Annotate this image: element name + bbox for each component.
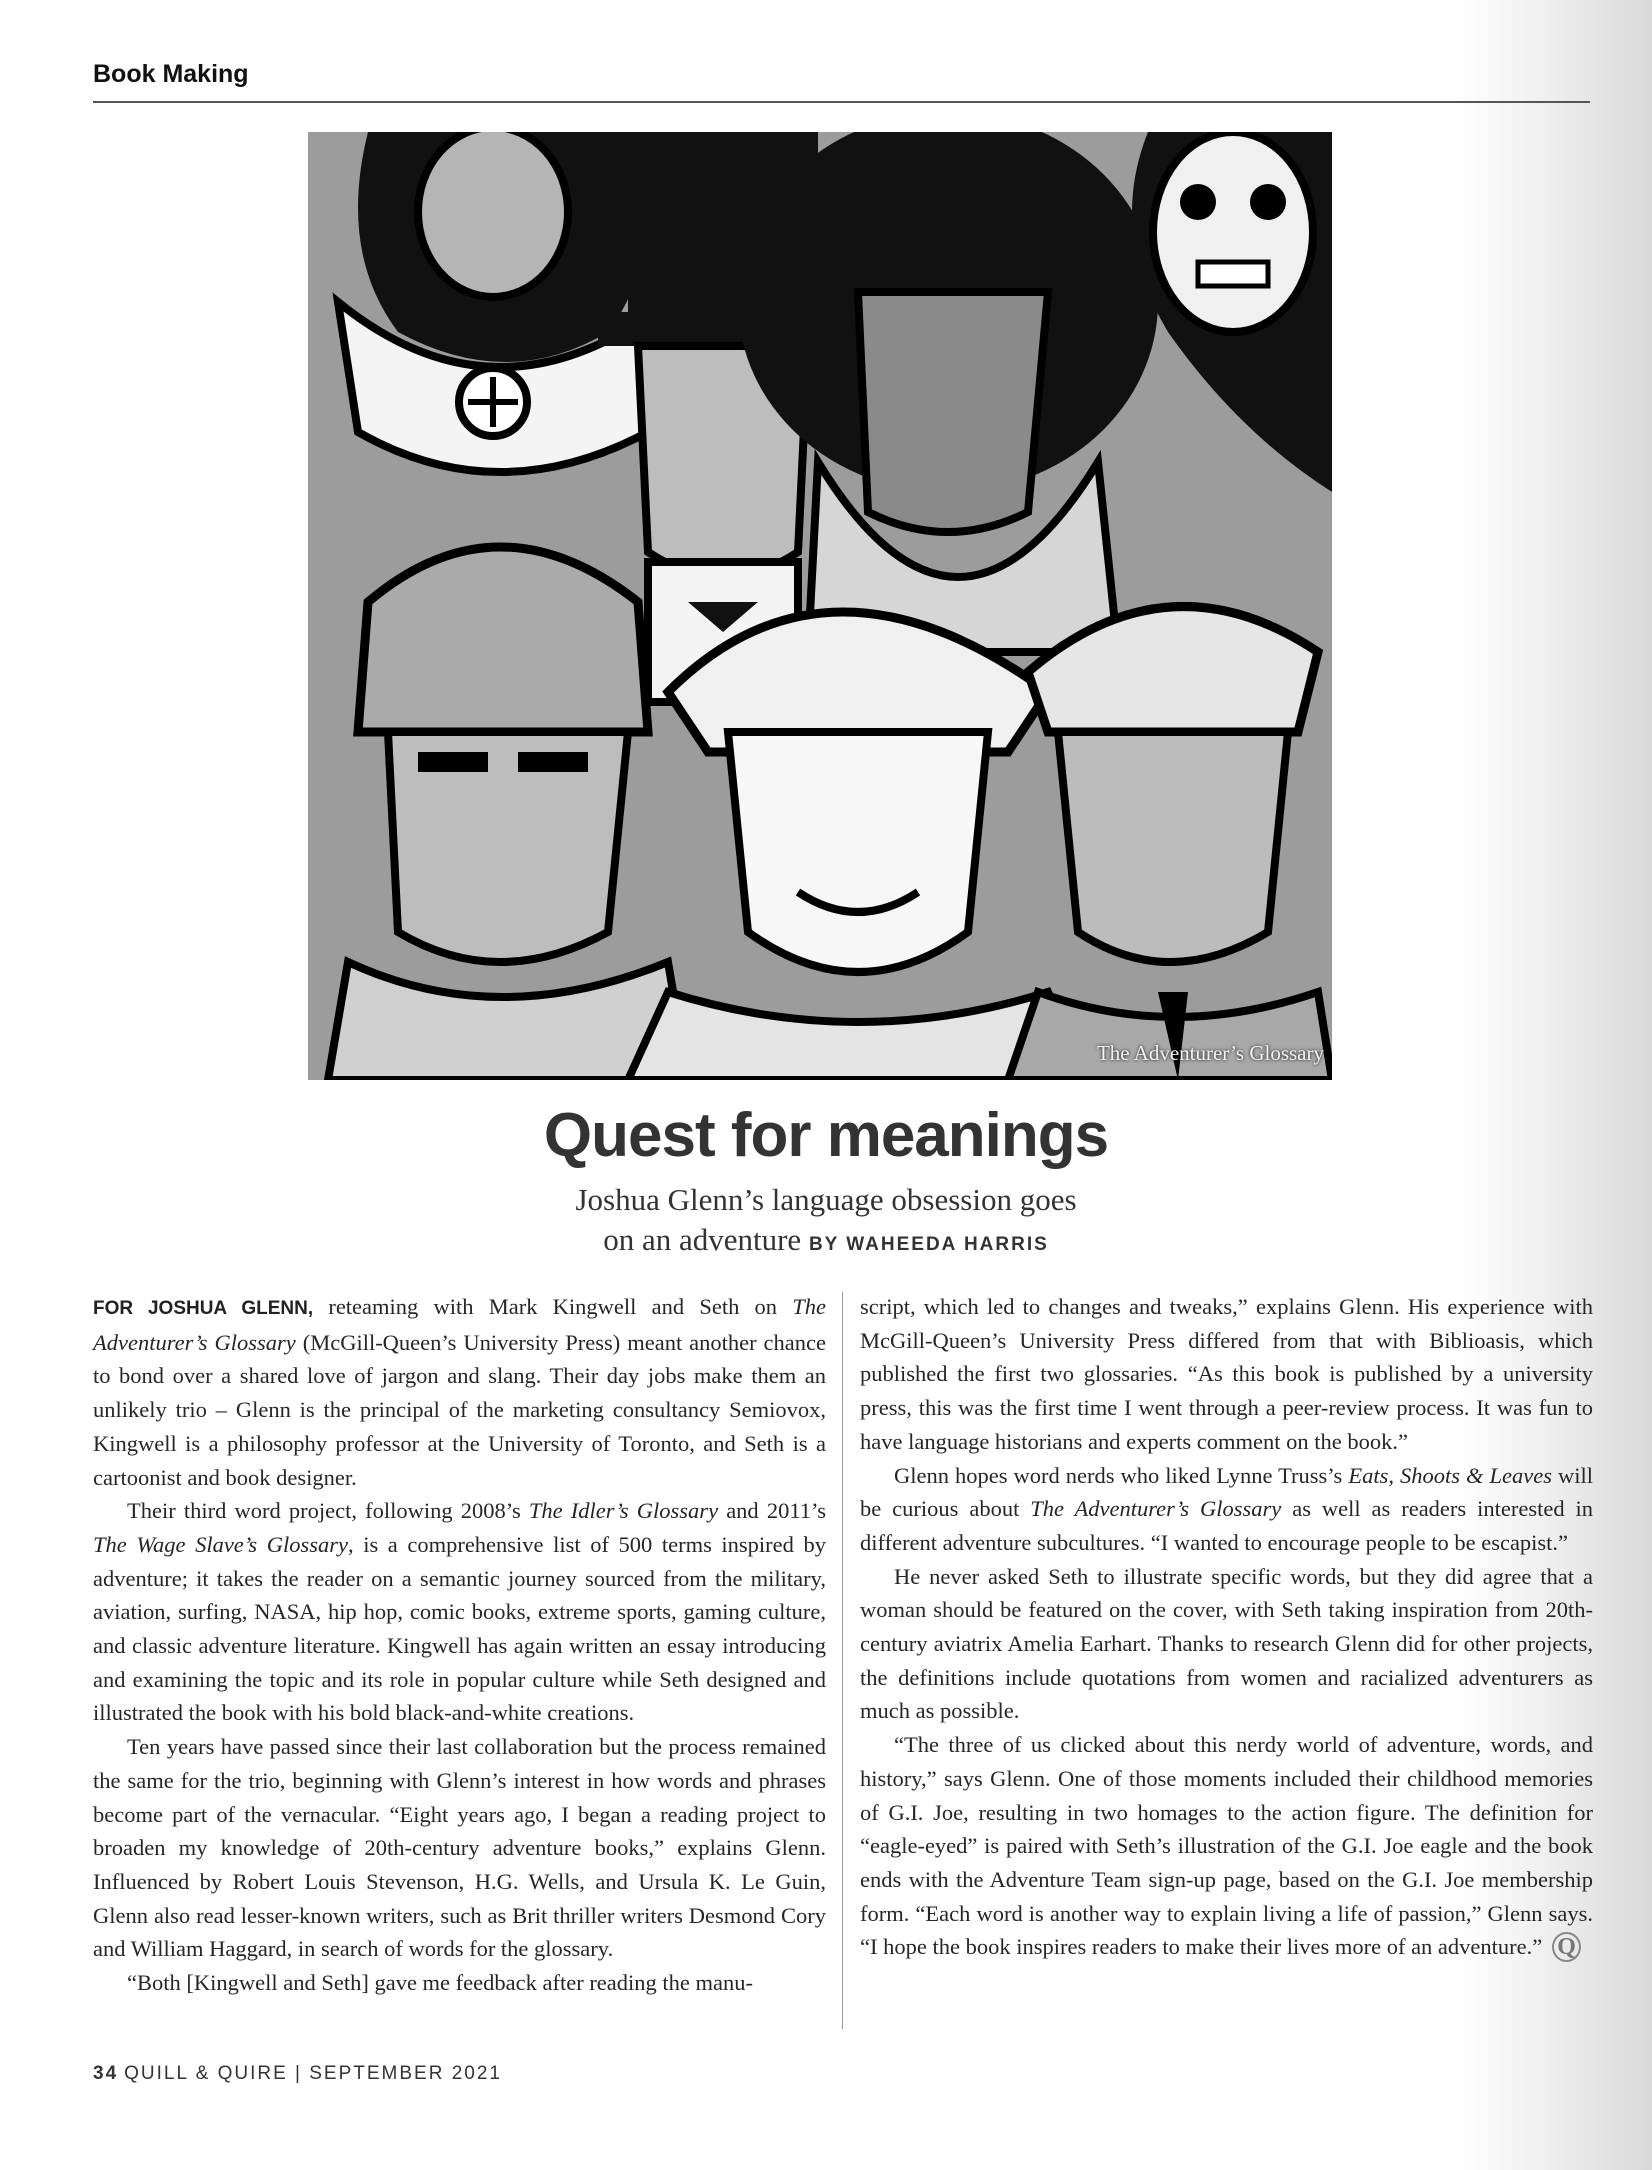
paragraph-4-start: “Both [Kingwell and Seth] gave me feedback after reading the manu-: [127, 1970, 754, 1996]
p2-book-title-1: The Idler’s Glossary: [528, 1498, 719, 1524]
astronaut-figure: [338, 132, 668, 472]
paragraph-2: [93, 1494, 826, 1730]
paragraph-1: [93, 1290, 826, 1494]
paragraph-5: [860, 1459, 1593, 1560]
cover-illustration: [308, 132, 1332, 1080]
p5-text-a: Glenn hopes word nerds who liked Lynne Truss’s: [894, 1462, 1349, 1488]
cartoon-characters-image: [308, 132, 1332, 1080]
page-footer: [93, 2063, 502, 2085]
article-column-right: [860, 1290, 1593, 1965]
column-divider: [842, 1292, 843, 2029]
deck-line-2-text: on an adventure: [603, 1222, 802, 1257]
p2-book-title-2: The Wage Slave’s Glossary: [93, 1531, 348, 1557]
article-column-left: [93, 1290, 826, 2000]
end-mark-icon: Q: [1552, 1932, 1581, 1962]
image-credit: The Adventurer’s Glossary: [1096, 1041, 1324, 1065]
article-deck: [0, 1180, 1652, 1265]
article-headline: Quest for meanings: [543, 1101, 1109, 1170]
header-rule: [93, 101, 1590, 103]
page-number: 34: [93, 2063, 119, 2084]
lead-in: FOR JOSHUA GLENN,: [93, 1298, 314, 1319]
p5-text-c: as well as readers interested in different adventure subcultures. “I wanted to encourage people to be escapist.”: [860, 1496, 1593, 1555]
deck-line-2: [0, 1220, 1652, 1265]
p5-text-b: will be curious about: [860, 1462, 1593, 1522]
p7-text: “The three of us clicked about this nerdy world of adventure, words, and history,” says Glenn. One of those moments included their childhood memories of G.I. Joe, resulting in two homages to the action figure. The definition for “eagle-eyed” is paired with Seth’s illustration of the G.I. Joe eagle and the book ends with the Adventure Team sign-up page, based on the G.I. Joe membership form. “Each word is another way to explain living a life of passion,” Glenn says. “I hope the book inspires readers to make their lives more of an adventure.”: [860, 1732, 1593, 1960]
deck-line-1: Joshua Glenn’s language obsession goes: [575, 1182, 1077, 1217]
paragraph-6: He never asked Seth to illustrate specific words, but they did agree that a woman should be featured on the cover, with Seth taking inspiration from 20th-century aviatrix Amelia Earhart. Thanks to research Glenn did for other projects, the definitions include quotations from women and racialized adventurers as much as possible.: [860, 1563, 1593, 1724]
p2-text-b: and 2011’s: [718, 1498, 826, 1524]
p1-text-a: reteaming with Mark Kingwell and Seth on: [313, 1294, 793, 1319]
p5-book-title-1: Eats, Shoots & Leaves: [1348, 1462, 1552, 1488]
byline: BY WAHEEDA HARRIS: [808, 1234, 1049, 1255]
publication-line: QUILL & QUIRE | SEPTEMBER 2021: [124, 2063, 502, 2084]
p1-book-title: The Adventurer’s Glossary: [93, 1294, 827, 1355]
p2-text-c: , is a comprehensive list of 500 terms inspired by adventure; it takes the reader on a semantic journey sourced from the military, aviation, surfing, NASA, hip hop, comic books, extreme sports, gaming culture, and classic adventure literature. Kingwell has again written an essay introducing and examining the topic and its role in popular culture while Seth designed and illustrated the book with his bold black-and-white creations.: [93, 1531, 826, 1726]
p1-text-b: (McGill-Queen’s University Press) meant another chance to bond over a shared love of jargon and slang. Their day jobs make them an unlikely trio – Glenn is the principal of the marketing consultancy Semiovox, Kingwell is a philosophy professor at the University of Toronto, and Seth is a cartoonist and book designer.: [93, 1329, 826, 1490]
paragraph-3: Ten years have passed since their last collaboration but the process remained the same for the trio, beginning with Glenn’s interest in how words and phrases become part of the vernacular. “Eight years ago, I began a reading project to broaden my knowledge of 20th-century adventure books,” explains Glenn. Influenced by Robert Louis Stevenson, H.G. Wells, and Ursula K. Le Guin, Glenn also read lesser-known writers, such as Brit thriller writers Desmond Cory and William Haggard, in search of words for the glossary.: [93, 1734, 826, 1962]
paragraph-7: [860, 1728, 1593, 1965]
paragraph-4-end: script, which led to changes and tweaks,” explains Glenn. His experience with McGill-Queen’s University Press differed from that with Biblioasis, which published the first two glossaries. “As this book is published by a university press, this was the first time I went through a peer-review process. It was fun to have language historians and experts comment on the book.”: [860, 1294, 1593, 1454]
section-label: Book Making: [93, 60, 249, 88]
p2-text-a: Their third word project, following 2008’s: [127, 1498, 529, 1524]
p5-book-title-2: The Adventurer’s Glossary: [1030, 1496, 1282, 1522]
